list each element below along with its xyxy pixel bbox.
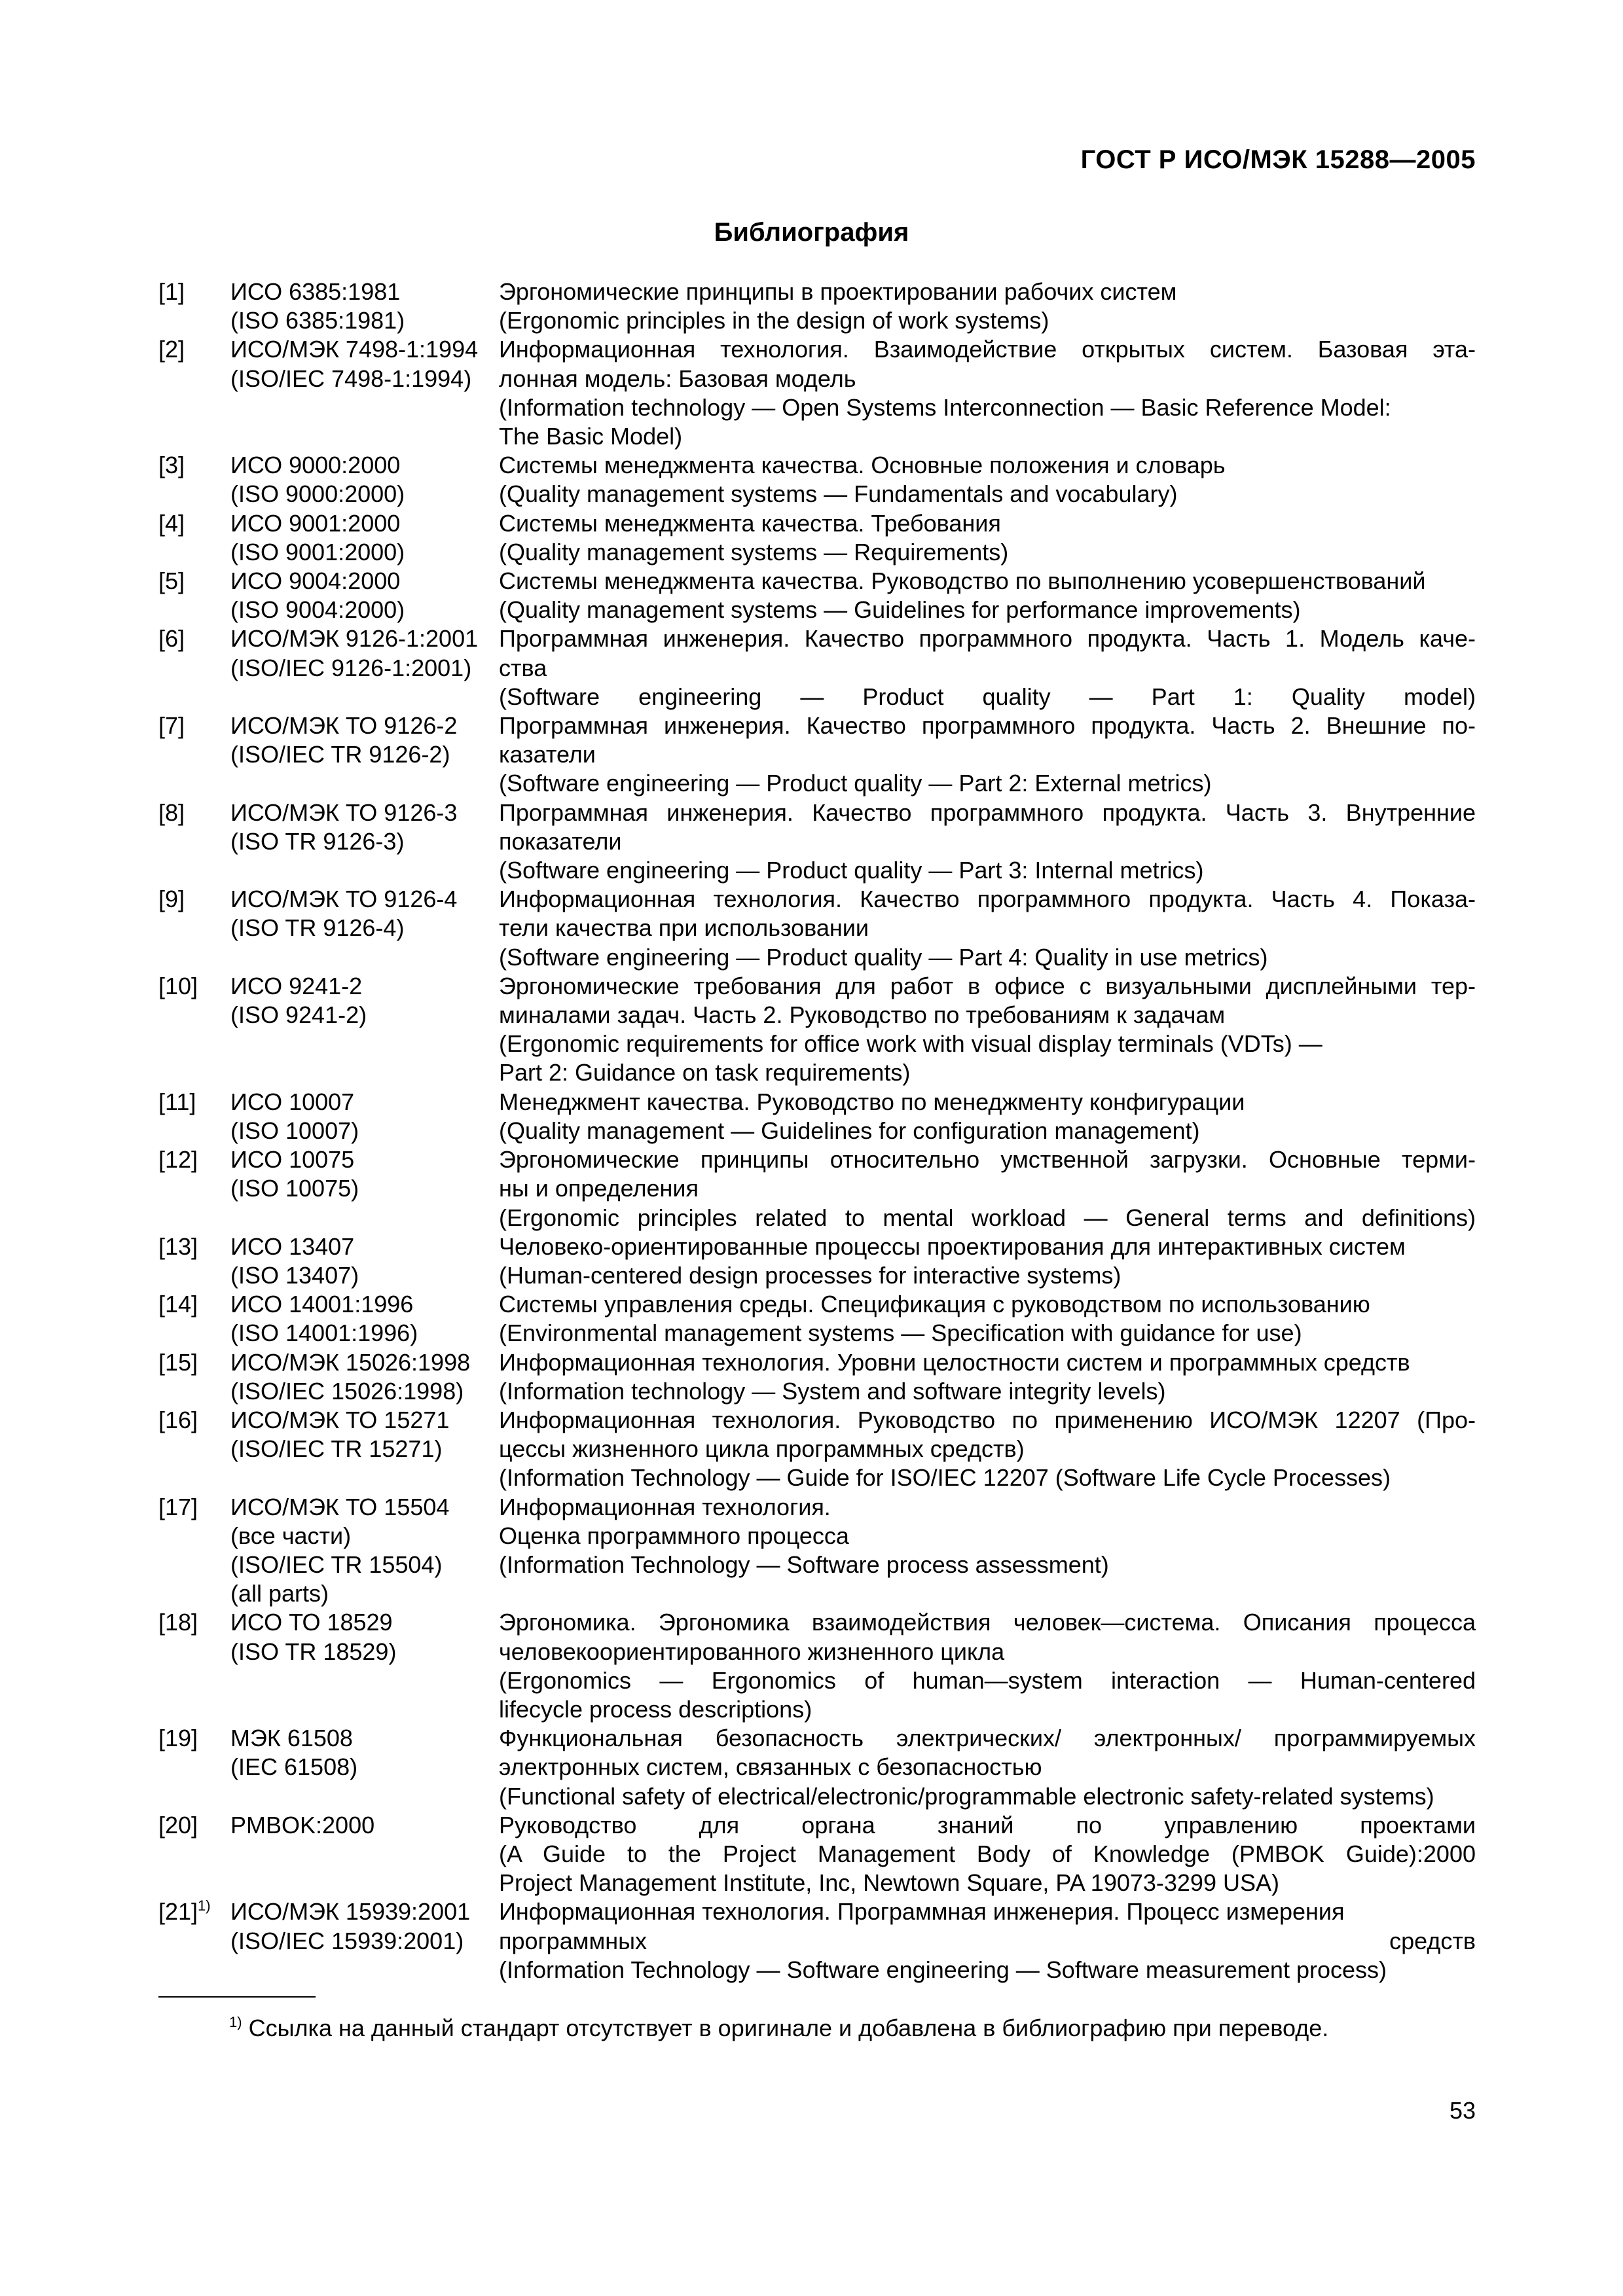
bibliography-entry bbox=[158, 1290, 1476, 1348]
bibliography-entry bbox=[158, 1493, 1476, 1609]
description-line: Человеко-ориентированные процессы проектирования для интерактивных систем bbox=[499, 1232, 1406, 1260]
standard-description bbox=[499, 335, 1476, 451]
standard-description bbox=[499, 1493, 1476, 1609]
entry-number-text: [6] bbox=[158, 625, 185, 653]
entry-number-text: [17] bbox=[158, 1493, 198, 1520]
bibliography-entry bbox=[158, 335, 1476, 451]
standard-description bbox=[499, 1348, 1476, 1406]
description-line: Менеджмент качества. Руководство по менеджменту конфигурации bbox=[499, 1088, 1245, 1115]
description-line: Информационная технология. Уровни целостности систем и программных средств bbox=[499, 1348, 1410, 1376]
entry-number bbox=[158, 451, 230, 509]
reference-line: ИСО/МЭК ТО 9126-4 bbox=[230, 886, 458, 913]
standard-reference bbox=[230, 1348, 499, 1406]
description-line: Информационная технология. Руководство по применению ИСО/МЭК 12207 (Про- bbox=[499, 1406, 1476, 1433]
reference-line: МЭК 61508 bbox=[230, 1725, 353, 1752]
entry-number-text: [18] bbox=[158, 1609, 198, 1636]
standard-description bbox=[499, 1406, 1476, 1493]
description-line: лонная модель: Базовая модель bbox=[499, 365, 856, 392]
description-line: (Ergonomics — Ergonomics of human—system interaction — Human-centered bbox=[499, 1666, 1476, 1694]
description-line: (Software engineering — Product quality — Part 1: Quality model) bbox=[499, 683, 1476, 710]
entry-number bbox=[158, 624, 230, 711]
entry-number-text: [19] bbox=[158, 1725, 198, 1752]
bibliography-entry bbox=[158, 1088, 1476, 1145]
standard-reference bbox=[230, 1088, 499, 1145]
standard-reference bbox=[230, 1406, 499, 1493]
description-line: показатели bbox=[499, 827, 622, 855]
standard-reference bbox=[230, 278, 499, 335]
reference-line: ИСО/МЭК 7498-1:1994 bbox=[230, 336, 479, 363]
description-line: электронных систем, связанных с безопасностью bbox=[499, 1753, 1042, 1781]
reference-line: ИСО 6385:1981 bbox=[230, 278, 401, 305]
description-line: казатели bbox=[499, 741, 596, 768]
reference-line: (ISO TR 9126-3) bbox=[230, 827, 405, 855]
reference-line: (IEC 61508) bbox=[230, 1753, 358, 1781]
description-line: Информационная технология. Взаимодействие открытых систем. Базовая эта- bbox=[499, 336, 1476, 363]
standard-description bbox=[499, 711, 1476, 798]
bibliography-entry bbox=[158, 1145, 1476, 1232]
bibliography-entry bbox=[158, 1897, 1476, 1984]
description-line: Project Management Institute, Inc, Newtown Square, PA 19073-3299 USA) bbox=[499, 1869, 1279, 1897]
description-line: Эргономические принципы относительно умственной загрузки. Основные терми- bbox=[499, 1146, 1476, 1174]
description-line: Part 2: Guidance on task requirements) bbox=[499, 1059, 911, 1086]
description-line: Системы менеджмента качества. Основные положения и словарь bbox=[499, 452, 1226, 479]
footnote-text: Ссылка на данный стандарт отсутствует в оригинале и добавлена в библиографию при переводе. bbox=[242, 2015, 1329, 2041]
entry-number bbox=[158, 1724, 230, 1811]
standard-code-header: ГОСТ Р ИСО/МЭК 15288—2005 bbox=[1080, 145, 1476, 174]
description-line: (Ergonomic principles in the design of work systems) bbox=[499, 307, 1049, 334]
standard-reference bbox=[230, 1608, 499, 1724]
entry-number bbox=[158, 711, 230, 798]
reference-line: (ISO 9001:2000) bbox=[230, 538, 405, 565]
standard-description bbox=[499, 1232, 1476, 1290]
standard-description bbox=[499, 509, 1476, 567]
footnote-separator bbox=[158, 1996, 316, 1998]
reference-line: (ISO/IEC TR 15504) bbox=[230, 1551, 443, 1578]
description-line: программных средств bbox=[499, 1927, 1476, 1954]
bibliography-list bbox=[158, 278, 1476, 1984]
reference-line: ИСО/МЭК ТО 9126-2 bbox=[230, 712, 458, 740]
standard-reference bbox=[230, 1811, 499, 1898]
entry-number bbox=[158, 335, 230, 451]
standard-description bbox=[499, 1811, 1476, 1898]
entry-number-text: [21] bbox=[158, 1898, 198, 1926]
standard-reference bbox=[230, 885, 499, 972]
description-line: Информационная технология. Качество программного продукта. Часть 4. Показа- bbox=[499, 886, 1476, 913]
standard-reference bbox=[230, 567, 499, 624]
description-line: Руководство для органа знаний по управлению проектами bbox=[499, 1811, 1476, 1839]
reference-line: ИСО/МЭК 9126-1:2001 bbox=[230, 625, 479, 653]
reference-line: (ISO TR 18529) bbox=[230, 1638, 397, 1665]
reference-line: (ISO 13407) bbox=[230, 1261, 359, 1289]
standard-reference bbox=[230, 1145, 499, 1232]
entry-number bbox=[158, 1897, 230, 1984]
description-line: The Basic Model) bbox=[499, 423, 683, 450]
footnote-marker: 1) bbox=[229, 2014, 242, 2030]
bibliography-entry bbox=[158, 278, 1476, 335]
standard-description bbox=[499, 1608, 1476, 1724]
reference-line: ИСО 14001:1996 bbox=[230, 1291, 414, 1318]
standard-reference bbox=[230, 1493, 499, 1609]
reference-line: ИСО 13407 bbox=[230, 1232, 355, 1260]
reference-line: ИСО/МЭК ТО 15271 bbox=[230, 1406, 450, 1433]
description-line: (A Guide to the Project Management Body of Knowledge (PMBOK Guide):2000 bbox=[499, 1840, 1476, 1867]
standard-description bbox=[499, 972, 1476, 1088]
standard-description bbox=[499, 1897, 1476, 1984]
description-line: ны и определения bbox=[499, 1175, 699, 1202]
description-line: (Quality management systems — Fundamentals and vocabulary) bbox=[499, 480, 1178, 508]
standard-description bbox=[499, 451, 1476, 509]
reference-line: ИСО/МЭК ТО 15504 bbox=[230, 1493, 450, 1520]
entry-number bbox=[158, 1493, 230, 1609]
description-line: Программная инженерия. Качество программного продукта. Часть 2. Внешние по- bbox=[499, 712, 1476, 740]
bibliography-entry bbox=[158, 1724, 1476, 1811]
entry-number bbox=[158, 1232, 230, 1290]
bibliography-entry bbox=[158, 1232, 1476, 1290]
entry-number bbox=[158, 567, 230, 624]
description-line: Системы менеджмента качества. Руководство по выполнению усовершенствований bbox=[499, 567, 1426, 595]
reference-line: ИСО 9001:2000 bbox=[230, 509, 401, 537]
entry-number bbox=[158, 278, 230, 335]
description-line: (Software engineering — Product quality — Part 3: Internal metrics) bbox=[499, 857, 1204, 884]
description-line: Системы менеджмента качества. Требования bbox=[499, 509, 1001, 537]
footnote bbox=[229, 2015, 1328, 2042]
entry-number bbox=[158, 1406, 230, 1493]
standard-description bbox=[499, 798, 1476, 886]
page-number: 53 bbox=[1449, 2097, 1476, 2124]
reference-line: (все части) bbox=[230, 1522, 352, 1549]
standard-reference bbox=[230, 1724, 499, 1811]
standard-reference bbox=[230, 624, 499, 711]
entry-number-text: [7] bbox=[158, 712, 185, 740]
entry-number-text: [4] bbox=[158, 509, 185, 537]
entry-number-text: [2] bbox=[158, 336, 185, 363]
description-line: ства bbox=[499, 654, 547, 681]
reference-line: ИСО 9000:2000 bbox=[230, 452, 401, 479]
entry-number-text: [16] bbox=[158, 1406, 198, 1433]
description-line: Системы управления среды. Спецификация с руководством по использованию bbox=[499, 1291, 1370, 1318]
bibliography-entry bbox=[158, 711, 1476, 798]
bibliography-entry bbox=[158, 1811, 1476, 1898]
bibliography-entry bbox=[158, 798, 1476, 886]
entry-number-text: [9] bbox=[158, 886, 185, 913]
reference-line: (ISO 6385:1981) bbox=[230, 307, 405, 334]
description-line: lifecycle process descriptions) bbox=[499, 1695, 812, 1723]
standard-reference bbox=[230, 972, 499, 1088]
reference-line: ИСО ТО 18529 bbox=[230, 1609, 393, 1636]
description-line: тели качества при использовании bbox=[499, 914, 869, 942]
reference-line: (ISO/IEC TR 15271) bbox=[230, 1435, 443, 1463]
bibliography-title: Библиография bbox=[714, 218, 909, 247]
entry-number bbox=[158, 1608, 230, 1724]
standard-reference bbox=[230, 451, 499, 509]
description-line: (Software engineering — Product quality — Part 4: Quality in use metrics) bbox=[499, 943, 1268, 971]
bibliography-entry bbox=[158, 567, 1476, 624]
reference-line: (all parts) bbox=[230, 1580, 329, 1607]
entry-number bbox=[158, 1811, 230, 1898]
bibliography-entry bbox=[158, 1348, 1476, 1406]
standard-reference bbox=[230, 798, 499, 886]
description-line: (Software engineering — Product quality — Part 2: External metrics) bbox=[499, 770, 1212, 797]
description-line: Программная инженерия. Качество программного продукта. Часть 3. Внутренние bbox=[499, 798, 1476, 826]
reference-line: (ISO 14001:1996) bbox=[230, 1319, 418, 1347]
reference-line: ИСО/МЭК 15939:2001 bbox=[230, 1898, 471, 1926]
standard-reference bbox=[230, 509, 499, 567]
description-line: цессы жизненного цикла программных средств) bbox=[499, 1435, 1025, 1463]
reference-line: ИСО 9004:2000 bbox=[230, 567, 401, 595]
description-line: (Human-centered design processes for interactive systems) bbox=[499, 1261, 1122, 1289]
reference-line: (ISO 9241-2) bbox=[230, 1001, 367, 1029]
standard-description bbox=[499, 1145, 1476, 1232]
entry-number-text: [8] bbox=[158, 798, 185, 826]
reference-line: ИСО 10075 bbox=[230, 1146, 355, 1174]
description-line: (Ergonomic requirements for office work with visual display terminals (VDTs) — bbox=[499, 1030, 1322, 1058]
standard-description bbox=[499, 278, 1476, 335]
entry-number-text: [13] bbox=[158, 1232, 198, 1260]
entry-number-text: [1] bbox=[158, 278, 185, 305]
description-line: (Quality management systems — Requirements) bbox=[499, 538, 1009, 565]
description-line: Эргономические принципы в проектировании рабочих систем bbox=[499, 278, 1177, 305]
bibliography-entry bbox=[158, 972, 1476, 1088]
entry-number-text: [15] bbox=[158, 1348, 198, 1376]
entry-number bbox=[158, 1348, 230, 1406]
bibliography-entry bbox=[158, 624, 1476, 711]
entry-number-text: [14] bbox=[158, 1291, 198, 1318]
reference-line: (ISO/IEC 15939:2001) bbox=[230, 1927, 464, 1954]
reference-line: ИСО/МЭК 15026:1998 bbox=[230, 1348, 471, 1376]
standard-description bbox=[499, 1088, 1476, 1145]
reference-line: (ISO 10007) bbox=[230, 1117, 359, 1144]
bibliography-entry bbox=[158, 1608, 1476, 1724]
reference-line: ИСО 10007 bbox=[230, 1088, 355, 1115]
description-line: (Environmental management systems — Specification with guidance for use) bbox=[499, 1319, 1302, 1347]
reference-line: (ISO 9004:2000) bbox=[230, 596, 405, 624]
description-line: (Information Technology — Software process assessment) bbox=[499, 1551, 1109, 1578]
entry-number bbox=[158, 798, 230, 886]
description-line: (Information technology — System and software integrity levels) bbox=[499, 1377, 1166, 1405]
description-line: Эргономические требования для работ в офисе с визуальными дисплейными тер- bbox=[499, 972, 1476, 999]
standard-reference bbox=[230, 335, 499, 451]
description-line: (Quality management systems — Guidelines for performance improvements) bbox=[499, 596, 1301, 624]
entry-number bbox=[158, 1088, 230, 1145]
standard-reference bbox=[230, 1897, 499, 1984]
standard-description bbox=[499, 1724, 1476, 1811]
entry-number-text: [20] bbox=[158, 1811, 198, 1839]
reference-line: (ISO/IEC 15026:1998) bbox=[230, 1377, 464, 1405]
description-line: (Information technology — Open Systems Interconnection — Basic Reference Model: bbox=[499, 393, 1391, 421]
description-line: (Functional safety of electrical/electronic/programmable electronic safety-related systems) bbox=[499, 1782, 1434, 1810]
reference-line: ИСО/МЭК ТО 9126-3 bbox=[230, 798, 458, 826]
reference-line: ИСО 9241-2 bbox=[230, 972, 363, 999]
description-line: человекоориентированного жизненного цикла bbox=[499, 1638, 1005, 1665]
bibliography-entry bbox=[158, 509, 1476, 567]
standard-description bbox=[499, 1290, 1476, 1348]
standard-description bbox=[499, 567, 1476, 624]
description-line: (Information Technology — Guide for ISO/IEC 12207 (Software Life Cycle Processes) bbox=[499, 1464, 1391, 1492]
description-line: Информационная технология. Программная инженерия. Процесс измерения bbox=[499, 1898, 1345, 1926]
description-line: Программная инженерия. Качество программного продукта. Часть 1. Модель каче- bbox=[499, 625, 1476, 653]
standard-reference bbox=[230, 1232, 499, 1290]
entry-number-text: [5] bbox=[158, 567, 185, 595]
description-line: миналами задач. Часть 2. Руководство по требованиям к задачам bbox=[499, 1001, 1226, 1029]
reference-line: (ISO 9000:2000) bbox=[230, 480, 405, 508]
entry-number-text: [3] bbox=[158, 452, 185, 479]
bibliography-entry bbox=[158, 885, 1476, 972]
bibliography-entry bbox=[158, 1406, 1476, 1493]
entry-number bbox=[158, 1290, 230, 1348]
description-line: Информационная технология. bbox=[499, 1493, 831, 1520]
standard-reference bbox=[230, 1290, 499, 1348]
standard-reference bbox=[230, 711, 499, 798]
entry-number bbox=[158, 972, 230, 1088]
entry-number-text: [11] bbox=[158, 1088, 196, 1115]
standard-description bbox=[499, 624, 1476, 711]
reference-line: (ISO TR 9126-4) bbox=[230, 914, 405, 942]
standard-description bbox=[499, 885, 1476, 972]
entry-number bbox=[158, 885, 230, 972]
entry-number bbox=[158, 509, 230, 567]
entry-number bbox=[158, 1145, 230, 1232]
reference-line: (ISO/IEC 9126-1:2001) bbox=[230, 654, 472, 681]
description-line: Функциональная безопасность электрических/ электронных/ программируемых bbox=[499, 1725, 1476, 1752]
entry-number-text: [10] bbox=[158, 972, 198, 999]
description-line: Эргономика. Эргономика взаимодействия человек—система. Описания процесса bbox=[499, 1609, 1476, 1636]
description-line: Оценка программного процесса bbox=[499, 1522, 849, 1549]
reference-line: (ISO/IEC 7498-1:1994) bbox=[230, 365, 472, 392]
reference-line: PMBOK:2000 bbox=[230, 1811, 375, 1839]
reference-line: (ISO/IEC TR 9126-2) bbox=[230, 741, 450, 768]
reference-line: (ISO 10075) bbox=[230, 1175, 359, 1202]
bibliography-entry bbox=[158, 451, 1476, 509]
description-line: (Information Technology — Software engineering — Software measurement process) bbox=[499, 1956, 1387, 1983]
description-line: (Quality management — Guidelines for configuration management) bbox=[499, 1117, 1200, 1144]
entry-number-text: [12] bbox=[158, 1146, 198, 1174]
footnote-ref-marker: 1) bbox=[198, 1897, 211, 1914]
description-line: (Ergonomic principles related to mental workload — General terms and definitions) bbox=[499, 1204, 1476, 1231]
